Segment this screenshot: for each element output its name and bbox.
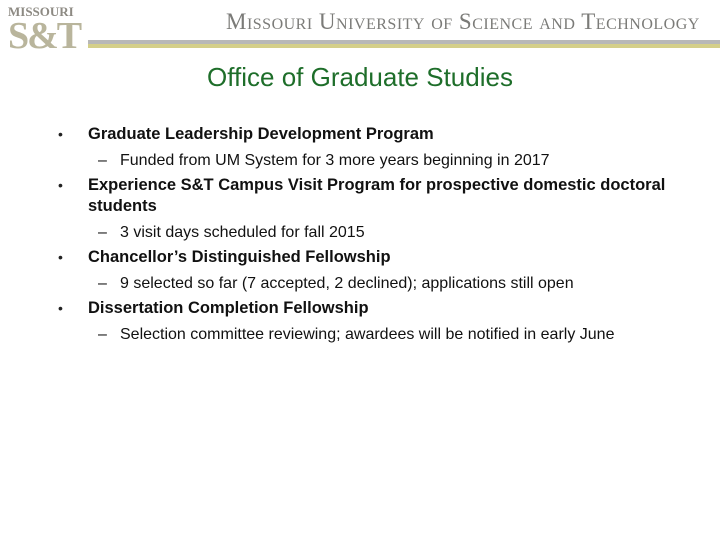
- bullet-list: [0, 124, 720, 346]
- slide-header: [0, 0, 720, 62]
- dash-marker: –: [98, 275, 107, 292]
- logo-top-text: MISSOURI: [8, 4, 74, 19]
- bullet-marker: •: [58, 126, 63, 142]
- sub-item: [98, 222, 680, 244]
- bullet-marker: •: [58, 177, 63, 193]
- header-rule-gold: [88, 44, 720, 48]
- university-name: Missouri University of Science and Technology: [226, 9, 700, 34]
- dash-marker: –: [98, 152, 107, 169]
- bullet-item-label: Graduate Leadership Development Program: [88, 125, 434, 143]
- sub-item-text: Funded from UM System for 3 more years beginning in 2017: [120, 152, 550, 169]
- bullet-item-label: Chancellor’s Distinguished Fellowship: [88, 248, 391, 266]
- bullet-item: [0, 298, 720, 346]
- bullet-item-label: Dissertation Completion Fellowship: [88, 299, 369, 317]
- sub-item-text: 9 selected so far (7 accepted, 2 declined); applications still open: [120, 275, 574, 292]
- bullet-item: [0, 175, 720, 244]
- bullet-item: [0, 247, 720, 295]
- bullet-item: [0, 124, 720, 172]
- university-logo: [6, 4, 81, 60]
- logo-main-text: S&T: [8, 15, 81, 57]
- sub-item: [98, 324, 680, 346]
- sub-item: [98, 273, 680, 295]
- slide-title: Office of Graduate Studies: [207, 62, 513, 92]
- sub-item-text: 3 visit days scheduled for fall 2015: [120, 224, 365, 241]
- bullet-marker: •: [58, 300, 63, 316]
- bullet-item-label: Experience S&T Campus Visit Program for prospective domestic doctoral students: [88, 176, 666, 215]
- bullet-marker: •: [58, 249, 63, 265]
- dash-marker: –: [98, 326, 107, 343]
- sub-item: [98, 150, 680, 172]
- sub-item-text: Selection committee reviewing; awardees will be notified in early June: [120, 326, 615, 343]
- dash-marker: –: [98, 224, 107, 241]
